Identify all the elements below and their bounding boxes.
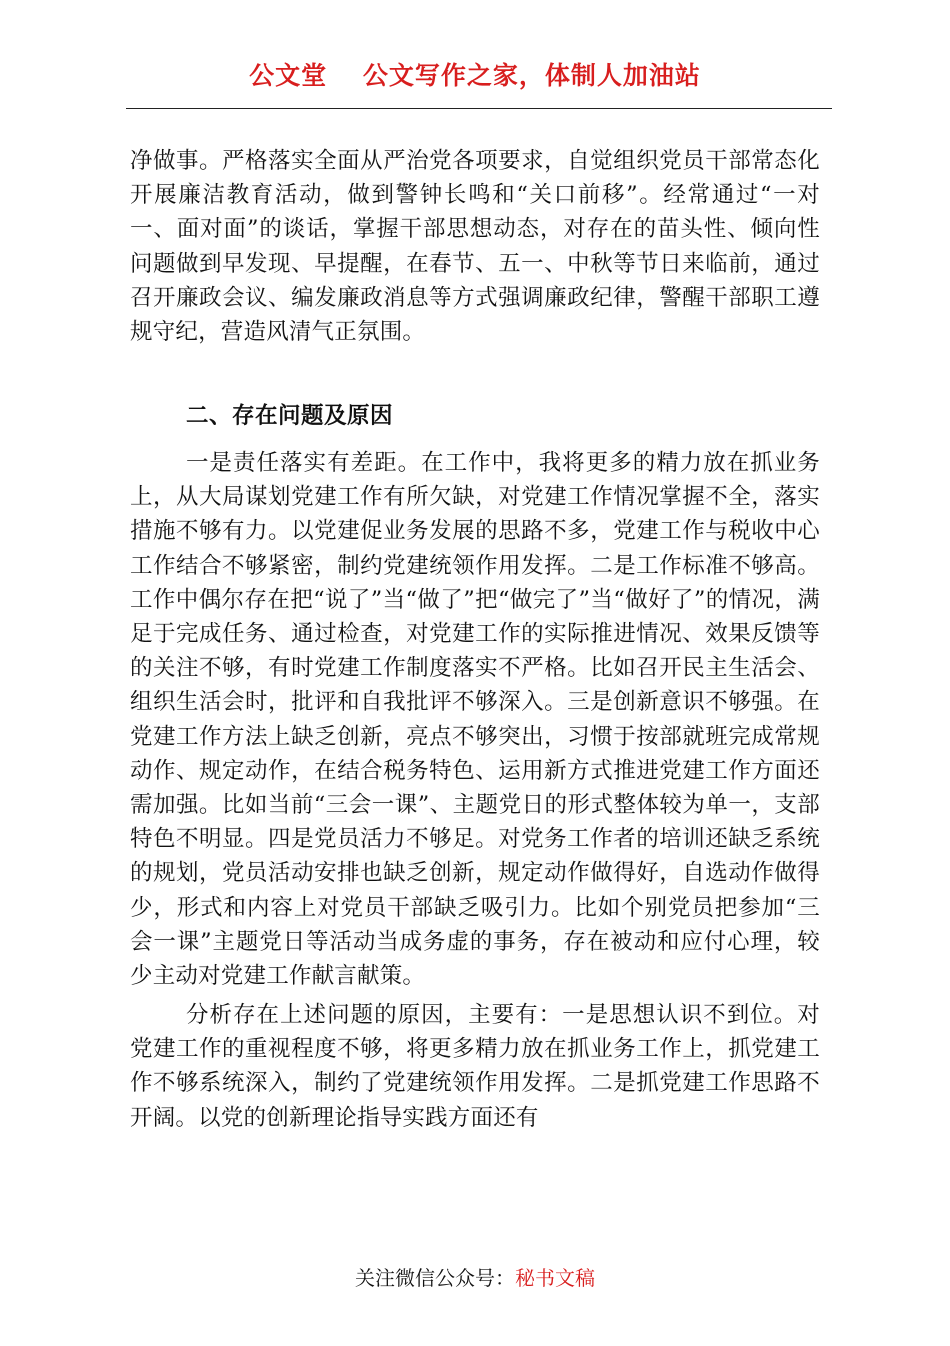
section-heading: 二、存在问题及原因 — [186, 403, 394, 429]
paragraph-continued: 净做事。严格落实全面从严治党各项要求，自觉组织党员干部常态化开展廉洁教育活动，做到警钟长鸣和“关口前移”。经常通过“一对一、面对面”的谈话，掌握干部思想动态，对存在的苗头性、倾向性问题做到早发现、早提醒，在春节、五一、中秋等节日来临前，通过召开廉政会议、编发廉政消息等方式强调廉政纪律，警醒干部职工遵规守纪，营造风清气正氛围。 — [130, 148, 820, 346]
paragraph-causes: 分析存在上述问题的原因，主要有：一是思想认识不到位。对党建工作的重视程度不够，将更多精力放在抓业务工作上，抓党建工作不够系统深入，制约了党建统领作用发挥。二是抓党建工作思路不开阔。以党的创新理论指导实践方面还有 — [130, 1002, 820, 1131]
footer-label: 关注微信公众号： — [355, 1266, 515, 1290]
header-divider — [126, 108, 832, 109]
paragraph-problems: 一是责任落实有差距。在工作中，我将更多的精力放在抓业务上，从大局谋划党建工作有所欠缺，对党建工作情况掌握不全，落实措施不够有力。以党建促业务发展的思路不多，党建工作与税收中心工作结合不够紧密，制约党建统领作用发挥。二是工作标准不够高。工作中偶尔存在把“说了”当“做了”把“做完了”当“做好了”的情况，满足于完成任务、通过检查，对党建工作的实际推进情况、效果反馈等的关注不够，有时党建工作制度落实不严格。比如召开民主生活会、组织生活会时，批评和自我批评不够深入。三是创新意识不够强。在党建工作方法上缺乏创新，亮点不够突出，习惯于按部就班完成常规动作、规定动作，在结合税务特色、运用新方式推进党建工作方面还需加强。比如当前“三会一课”、主题党日的形式整体较为单一，支部特色不明显。四是党员活力不够足。对党务工作者的培训还缺乏系统的规划，党员活动安排也缺乏创新，规定动作做得好，自选动作做得少，形式和内容上对党员干部缺乏吸引力。比如个别党员把参加“三会一课”主题党日等活动当成务虚的事务，存在被动和应付心理，较少主动对党建工作献言献策。 — [130, 450, 820, 990]
header-title: 公文堂 公文写作之家，体制人加油站 — [249, 61, 701, 90]
footer-account-name: 秘书文稿 — [515, 1266, 595, 1290]
footer — [0, 1262, 950, 1291]
